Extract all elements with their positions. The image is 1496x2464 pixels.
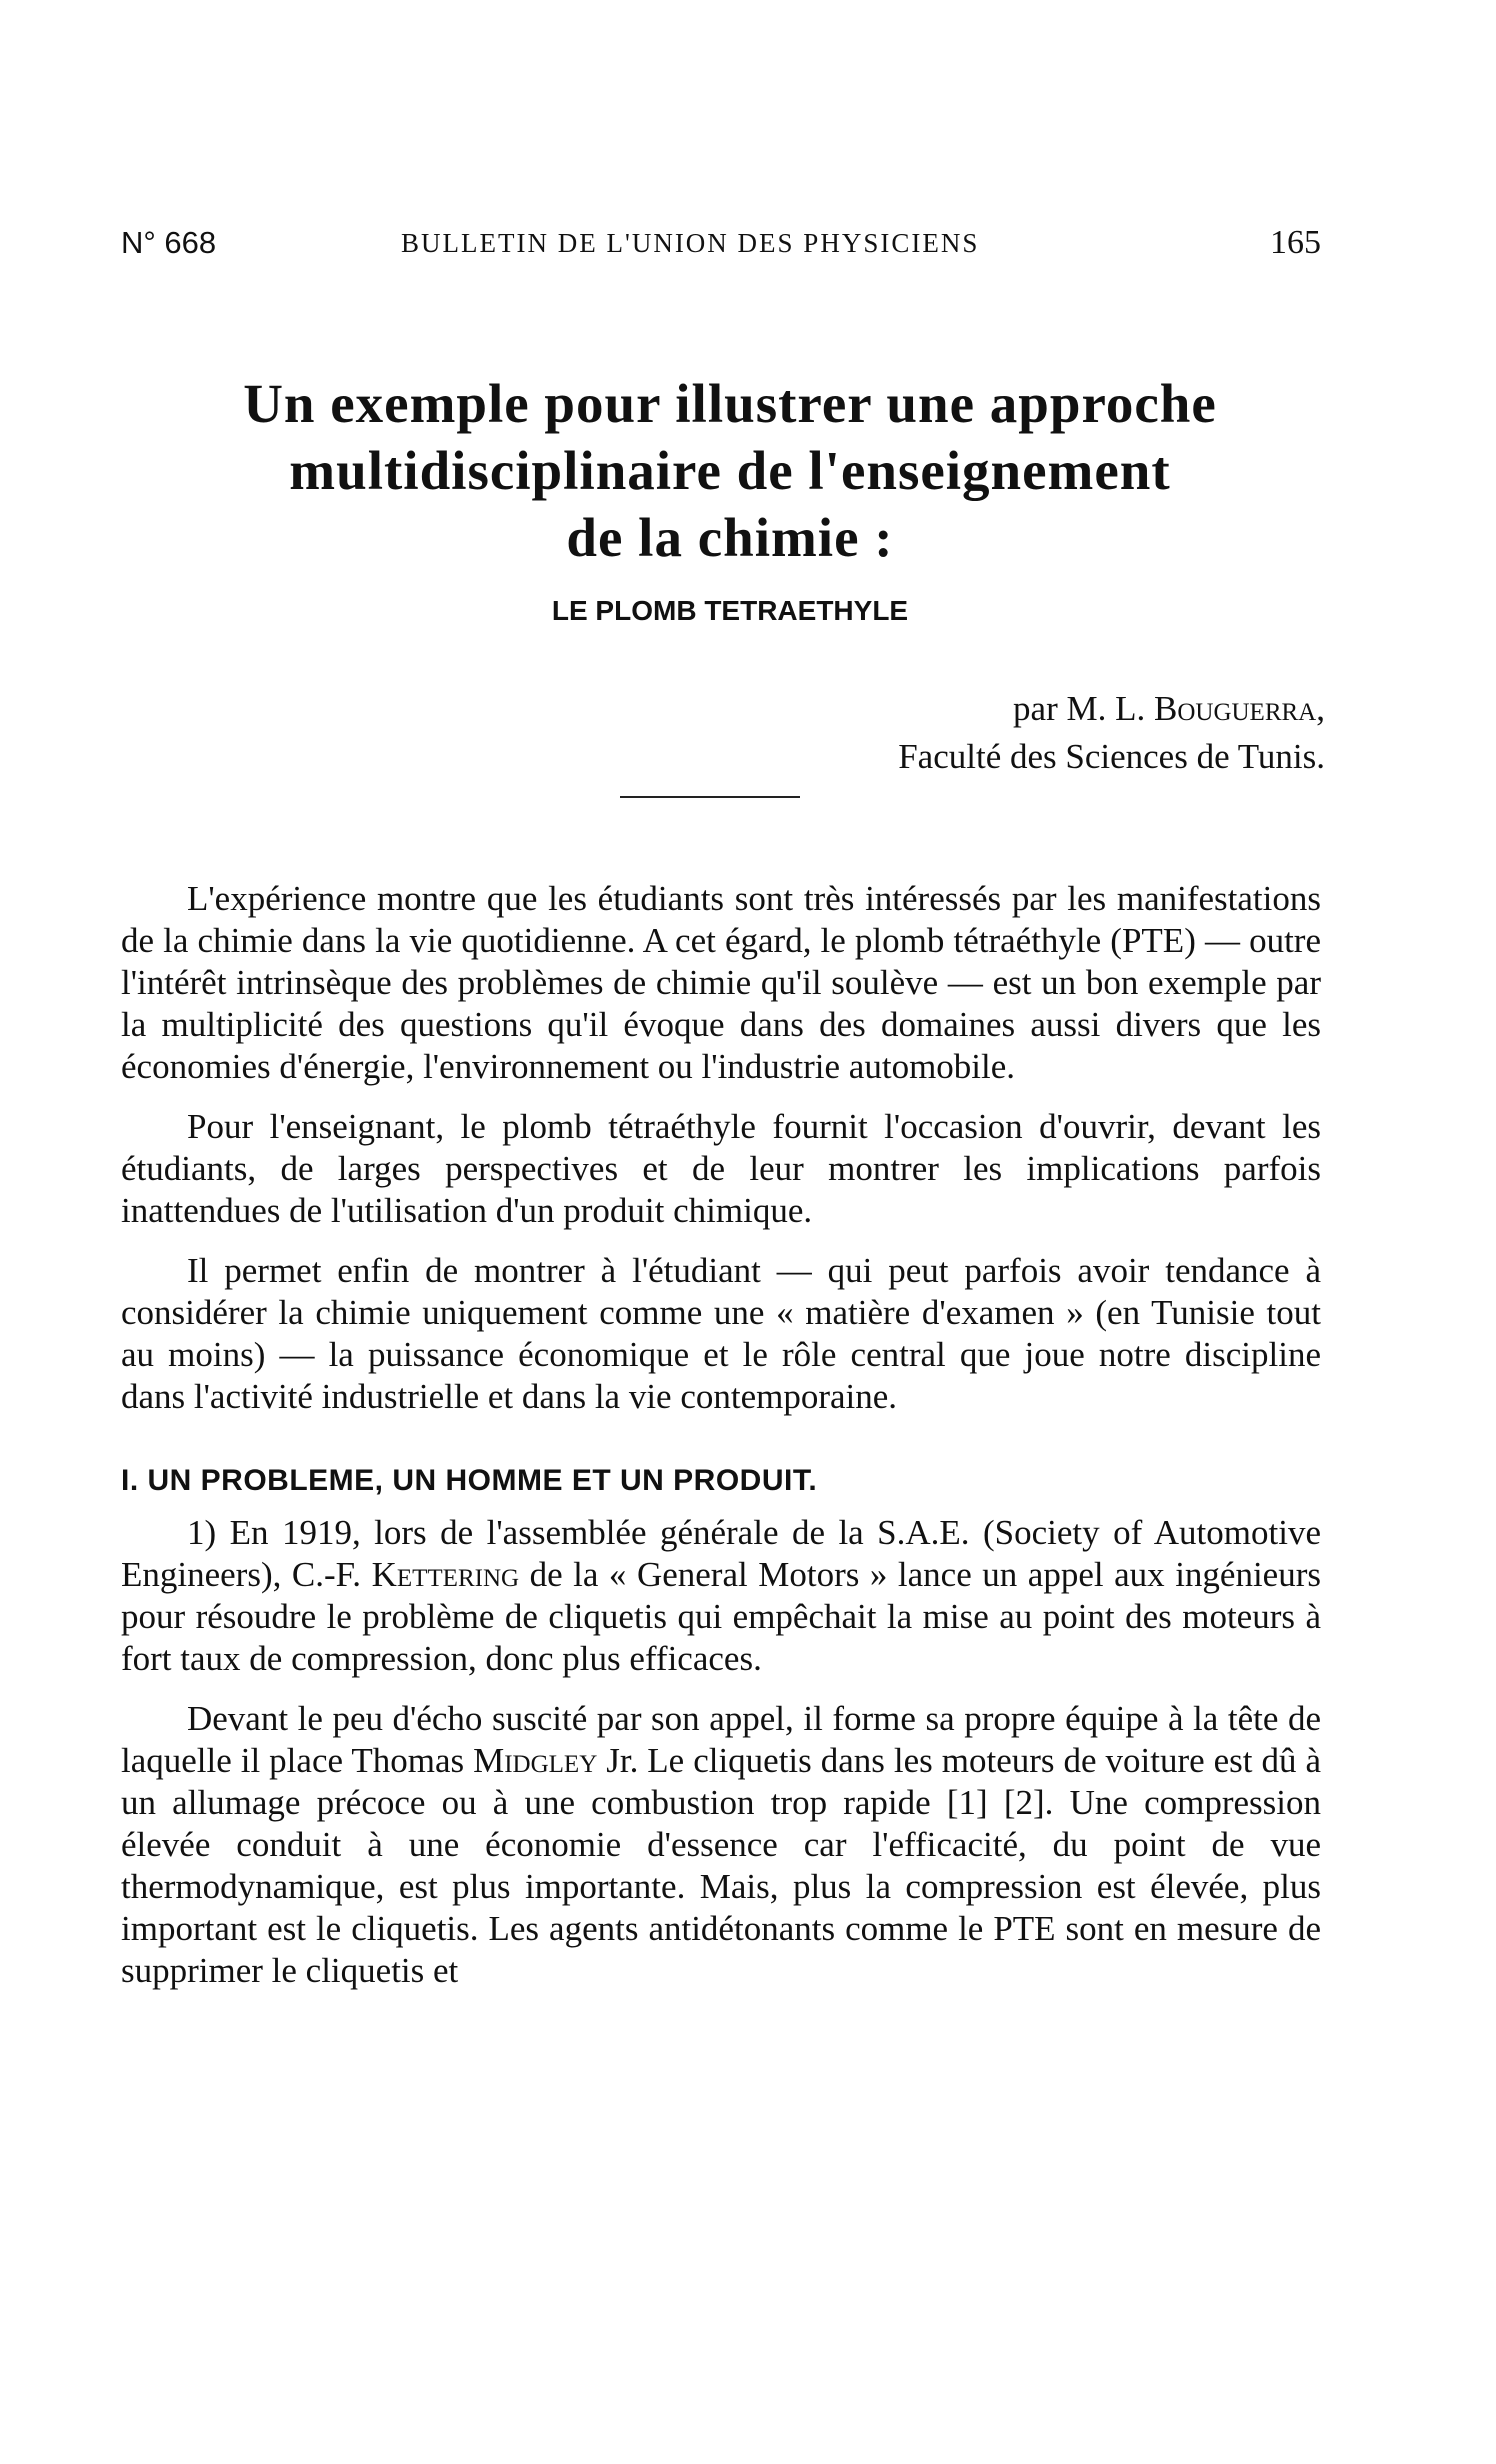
title-line: de la chimie :: [566, 507, 894, 568]
journal-name: BULLETIN DE L'UNION DES PHYSICIENS: [401, 227, 980, 258]
person-name: Midgley: [473, 1741, 598, 1780]
title-line: Un exemple pour illustrer une approche: [243, 373, 1217, 434]
section-heading: I. UN PROBLEME, UN HOMME ET UN PRODUIT.: [121, 1464, 818, 1497]
paragraph: Pour l'enseignant, le plomb tétraéthyle fournit l'occasion d'ouvrir, devant les étudiants, de larges perspectives et de leur montrer les implications parfois inattendues de l'utilisation d'un produit chimique.: [121, 1107, 1321, 1230]
article-subtitle: LE PLOMB TETRAETHYLE: [551, 595, 909, 626]
article-body: [121, 878, 1321, 2010]
text-run: de la « General Motors » lance un appel aux ingénieurs pour résoudre le problème de cliquetis qui empêchait la mise au point des moteurs à fort taux de compression, donc plus efficaces.: [121, 1555, 1321, 1678]
article-title: [100, 370, 1360, 571]
affiliation: Faculté des Sciences de Tunis.: [898, 737, 1325, 776]
text-run: 1) En 1919, lors de l'assemblée générale de la S.A.E. (Society of Automotive Engineers), C.-F.: [121, 1513, 1321, 1594]
paragraph: [121, 1512, 1321, 1680]
issue-number: N° 668: [121, 225, 217, 260]
paragraph: Il permet enfin de montrer à l'étudiant — qui peut parfois avoir tendance à considérer la chimie uniquement comme une « matière d'examen » (en Tunisie tout au moins) — la puissance économique et le rôle central que joue notre discipline dans l'activité industrielle et dans la vie contemporaine.: [121, 1251, 1321, 1416]
author-prefix: par M. L.: [1013, 689, 1154, 728]
text-run: Devant le peu d'écho suscité par son appel, il forme sa propre équipe à la tête de laquelle il place Thomas: [121, 1699, 1321, 1780]
page-number: 165: [1270, 224, 1321, 261]
text-run: Jr. Le cliquetis dans les moteurs de voiture est dû à un allumage précoce ou à une combustion trop rapide [1] [2]. Une compression élevée conduit à une économie d'essence car l'efficacité, du point de vue thermodynamique, est plus importante. Mais, plus la compression est élevée, plus important est le cliquetis. Les agents antidétonants comme le PTE sont en mesure de supprimer le cliquetis et: [121, 1741, 1321, 1990]
author-suffix: ,: [1316, 689, 1325, 728]
author-name: Bouguerra: [1154, 689, 1317, 728]
paragraph: [121, 1698, 1321, 1992]
paragraph: L'expérience montre que les étudiants sont très intéressés par les manifestations de la chimie dans la vie quotidienne. A cet égard, le plomb tétraéthyle (PTE) — outre l'intérêt intrinsèque des problèmes de chimie qu'il soulève — est un bon exemple par la multiplicité des questions qu'il évoque dans des domaines aussi divers que les économies d'énergie, l'environnement ou l'industrie automobile.: [121, 879, 1321, 1086]
byline: [898, 685, 1325, 781]
title-line: multidisciplinaire de l'enseignement: [289, 440, 1171, 501]
author-line: [898, 685, 1325, 733]
person-name: Kettering: [371, 1555, 520, 1594]
separator-rule: [620, 796, 800, 798]
running-header: [121, 218, 1321, 268]
